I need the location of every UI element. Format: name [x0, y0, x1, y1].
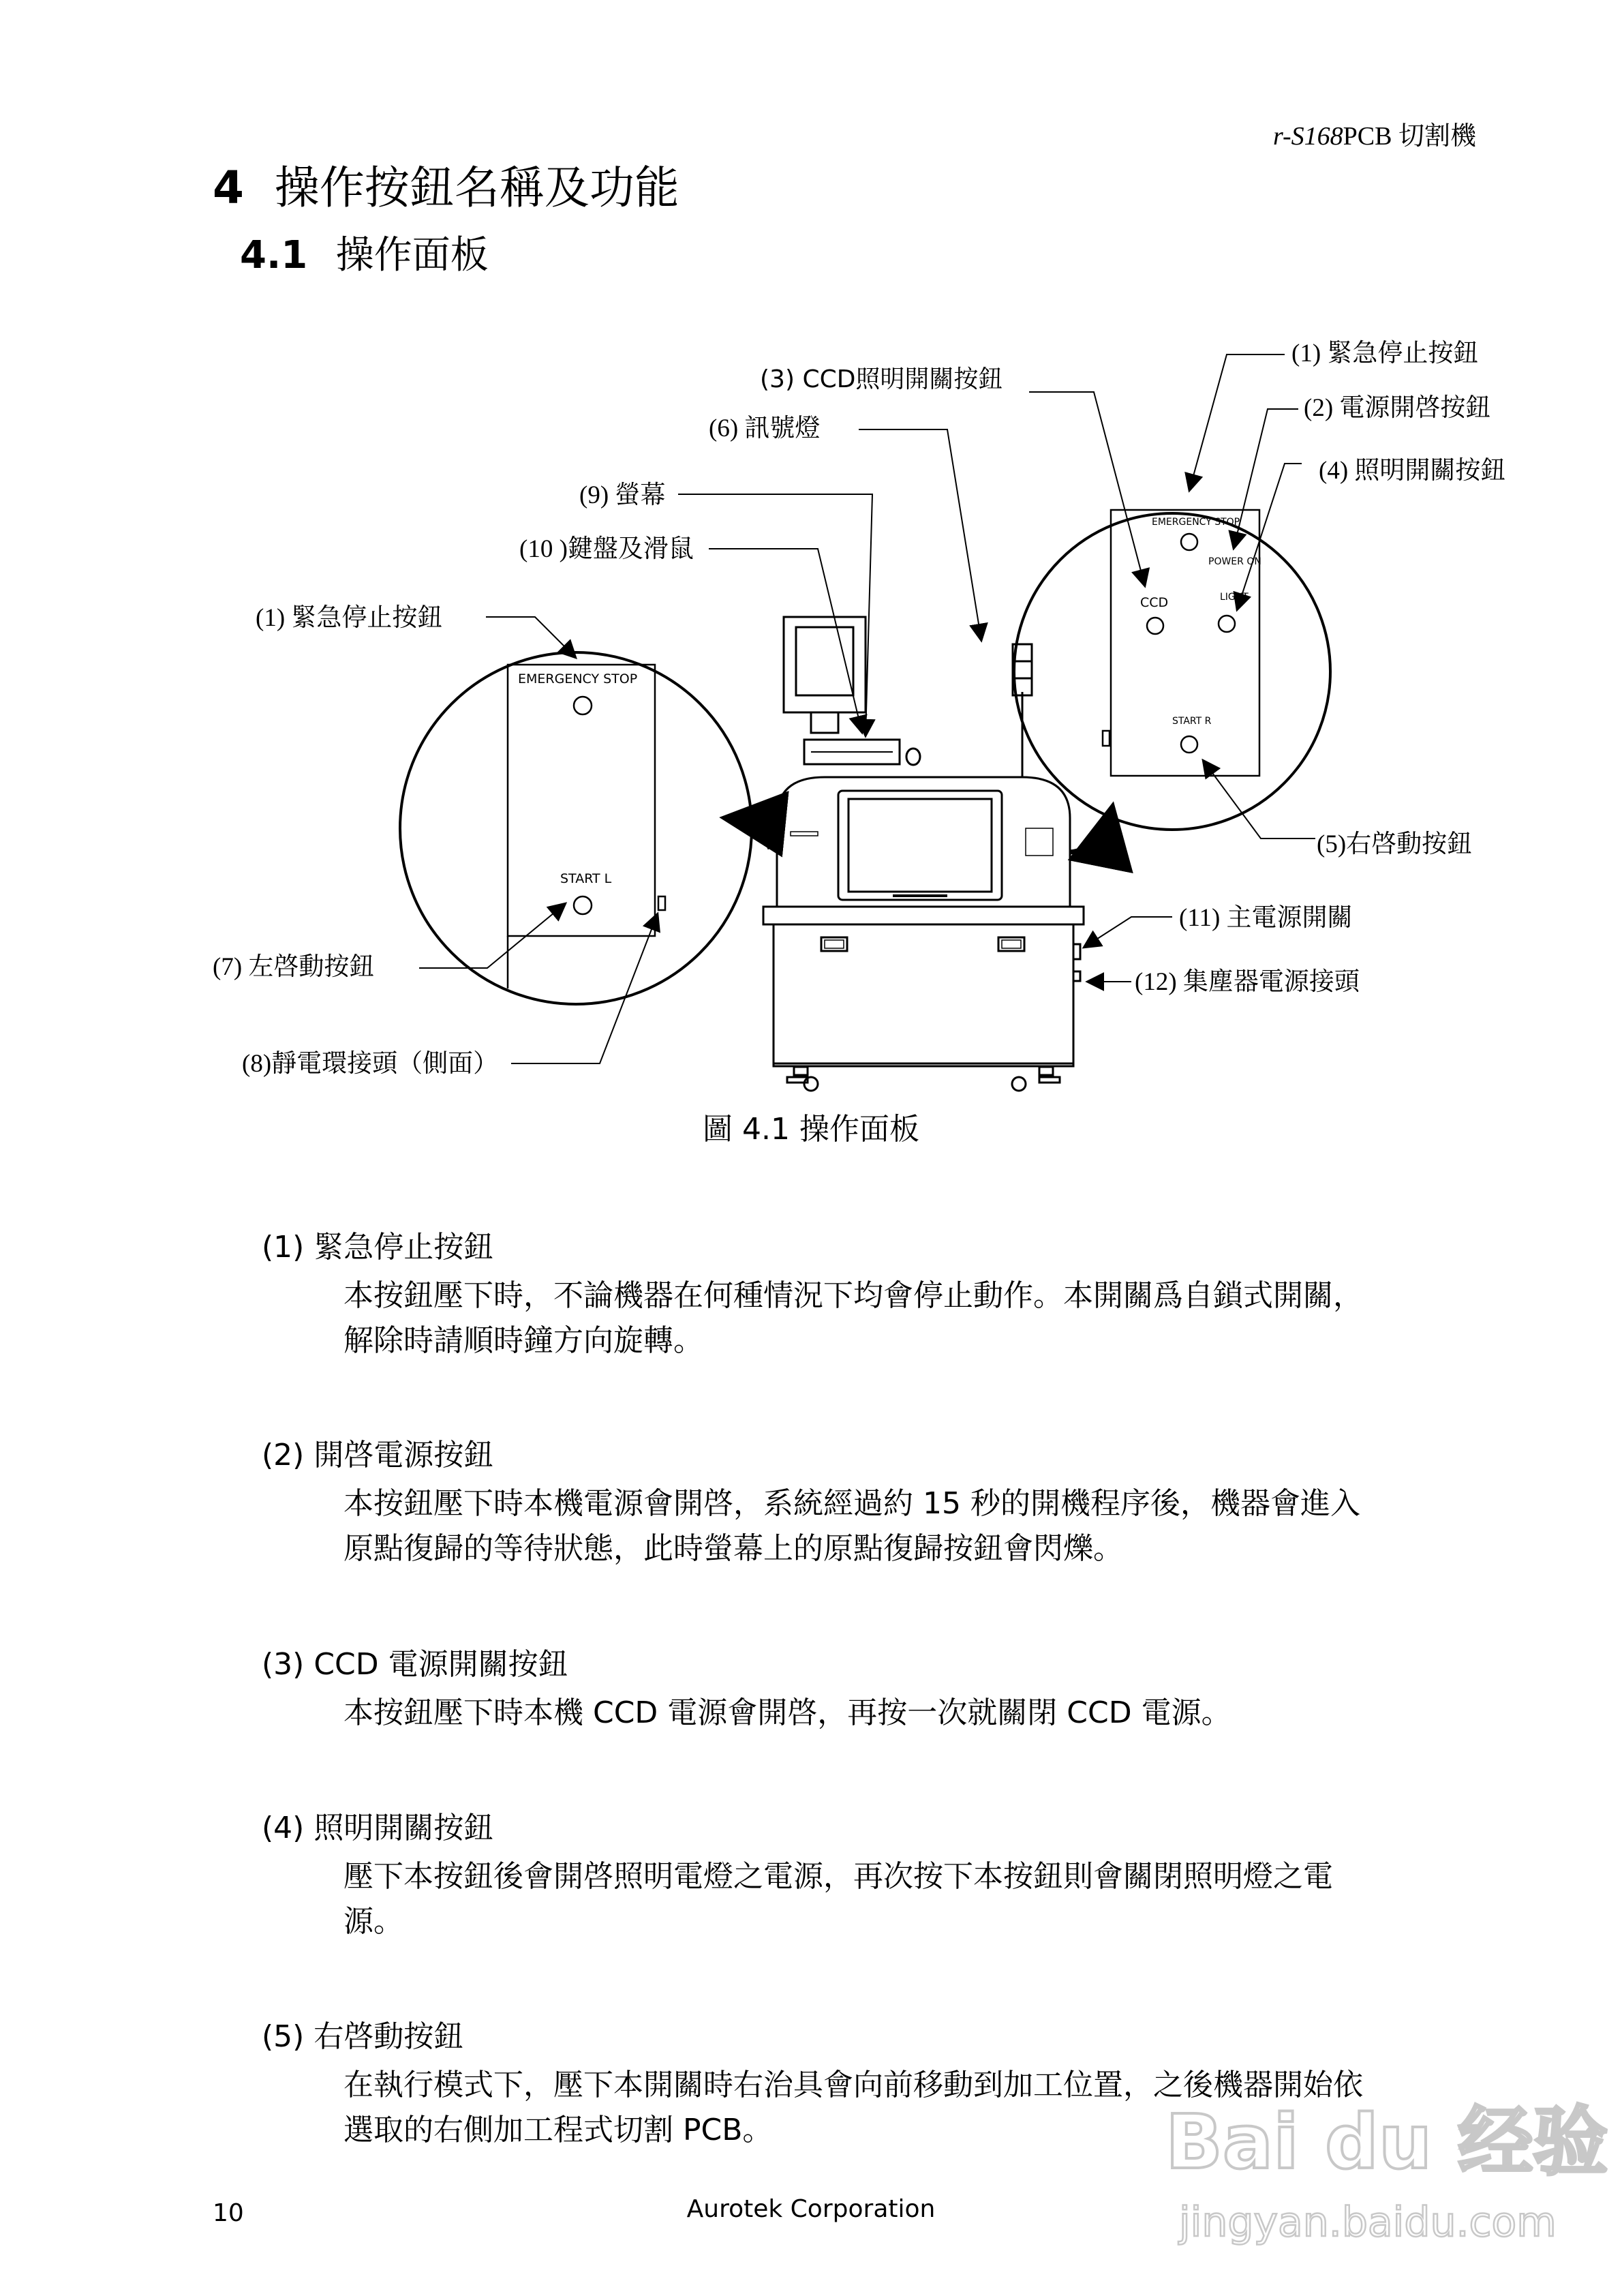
chapter-title-text: 操作按鈕名稱及功能: [274, 162, 679, 214]
item-line: 本按鈕壓下時，不論機器在何種情況下均會停止動作。本開關爲自鎖式開關，: [343, 1278, 1363, 1313]
left-panel-magnifier: [400, 652, 752, 1004]
item-title: (4) 照明開關按鈕: [262, 1811, 494, 1845]
callout-3: (3) CCD照明開關按鈕: [760, 365, 1003, 393]
item-title: (1) 緊急停止按鈕: [262, 1230, 494, 1265]
item-body: [343, 1273, 1482, 1363]
ccd-label: CCD: [1140, 595, 1169, 610]
right-emergency-stop-button: [1181, 534, 1197, 550]
figure-caption: 圖 4.1 操作面板: [703, 1112, 919, 1147]
light-label: LIGHT: [1220, 592, 1249, 603]
item-line: 在執行模式下，壓下本開關時右治具會向前移動到加工位置，之後機器開始依: [343, 2068, 1363, 2102]
item-power-on: [262, 1435, 1482, 1571]
callout-10: (10 )鍵盤及滑鼠: [519, 535, 694, 563]
start-r-button: [1181, 736, 1197, 753]
start-r-label: START R: [1172, 716, 1212, 727]
item-line: 解除時請順時鐘方向旋轉。: [343, 1323, 703, 1358]
section-number: 4.1: [240, 233, 308, 277]
mouse: [906, 749, 920, 765]
right-side-jack: [1103, 731, 1110, 746]
callout-1-left: (1) 緊急停止按鈕: [256, 604, 443, 632]
callout-8: (8)靜電環接頭（側面）: [242, 1050, 499, 1078]
callout-1-right: (1) 緊急停止按鈕: [1291, 339, 1479, 367]
item-body: [343, 1691, 1482, 1736]
section-title-text: 操作面板: [335, 233, 489, 277]
callout-6: (6) 訊號燈: [709, 414, 821, 442]
callout-leaders: [419, 354, 1315, 1063]
callout-9: (9) 螢幕: [579, 481, 666, 509]
right-panel-magnifier: [1014, 510, 1330, 830]
item-line: 本按鈕壓下時本機電源會開啓，系統經過約 15 秒的開機程序後，機器會進入: [343, 1486, 1360, 1521]
caster-right: [1012, 1077, 1026, 1091]
baidu-watermark: [1159, 2066, 1608, 2256]
item-line: 本按鈕壓下時本機 CCD 電源會開啓，再按一次就關閉 CCD 電源。: [343, 1695, 1231, 1730]
power-on-label: POWER ON: [1208, 556, 1261, 567]
callout-4: (4) 照明開關按鈕: [1319, 457, 1506, 485]
caster-left: [804, 1077, 818, 1091]
watermark-url: jingyan.baidu.com: [1179, 2199, 1557, 2246]
left-emergency-stop-button: [574, 697, 592, 714]
callout-12: (12) 集塵器電源接頭: [1135, 968, 1360, 996]
item-line: 源。: [343, 1904, 403, 1939]
item-light-switch: [262, 1808, 1482, 1944]
callout-7: (7) 左啓動按鈕: [213, 953, 375, 981]
right-emergency-stop-label: EMERGENCY STOP: [1152, 517, 1240, 528]
page-number: 10: [213, 2199, 244, 2227]
machine-drawing: [763, 617, 1084, 1091]
machine-table: [763, 907, 1084, 924]
item-line: 選取的右側加工程式切割 PCB。: [343, 2113, 773, 2147]
chapter-number: 4: [213, 162, 244, 214]
callout-2: (2) 電源開啓按鈕: [1304, 394, 1491, 422]
ccd-button: [1147, 618, 1163, 634]
item-ccd-power: [262, 1644, 1482, 1736]
start-l-label: START L: [560, 871, 612, 886]
callout-11: (11) 主電源開關: [1179, 904, 1353, 932]
model-name: r-S168: [1272, 122, 1343, 151]
machine-screen: [838, 791, 1002, 900]
watermark-brand: Bai du 经验: [1165, 2098, 1608, 2186]
start-l-button: [574, 896, 592, 914]
esd-jack: [658, 896, 665, 910]
item-body: [343, 1854, 1482, 1944]
item-body: [343, 1481, 1482, 1571]
left-emergency-stop-label: EMERGENCY STOP: [518, 671, 638, 686]
item-title: (3) CCD 電源開關按鈕: [262, 1647, 568, 1682]
callout-5: (5)右啓動按鈕: [1317, 830, 1473, 858]
item-line: 壓下本按鈕後會開啓照明電燈之電源，再次按下本按鈕則會關閉照明燈之電: [343, 1859, 1333, 1894]
item-emergency-stop: [262, 1227, 1482, 1363]
item-line: 原點復歸的等待狀態，此時螢幕上的原點復歸按鈕會閃爍。: [343, 1531, 1123, 1566]
footer-company: Aurotek Corporation: [686, 2195, 936, 2223]
left-magnify-arrow: [726, 818, 770, 849]
item-title: (2) 開啓電源按鈕: [262, 1438, 494, 1472]
model-suffix: PCB 切割機: [1343, 122, 1476, 151]
item-title: (5) 右啓動按鈕: [262, 2019, 464, 2054]
machine-cabinet: [774, 924, 1073, 1066]
monitor-stand: [811, 712, 838, 733]
light-button: [1219, 616, 1235, 632]
